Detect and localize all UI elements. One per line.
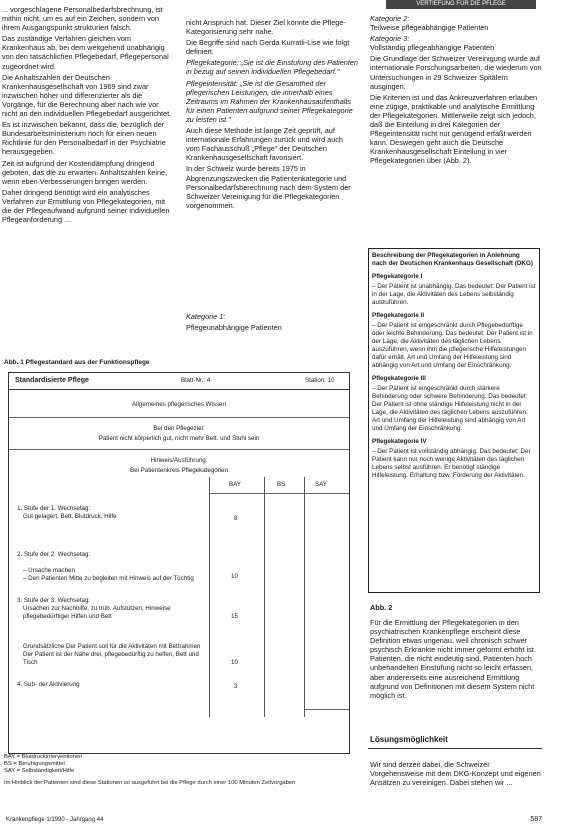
divider [9,417,349,418]
kategorie-2-text: Teilweise pflegeabhängige Patienten [370,23,489,33]
column-header-bay: BAY [229,481,241,488]
paragraph: Die Grundlage der Schweizer Vereinigung wurde auf internationale Forschungsarbeiten, die wiederum von Untersuchungen in 29 Schweizer Spitälern ausgingen. [370,54,542,91]
pflegekategorien-box [368,248,540,593]
paragraph: Die Anhaltszahlen der Deutschen Krankenhausgesellschaft von 1969 sind zwar inzwischen höher und differenzierter als die Vorgänge, für die Berechnung aber nach wie vor nicht an den individuellen Pflegebedarf ausgerichtet. [2,72,172,119]
page-number: 587 [530,816,542,823]
row-label: 3. Stufe der 3. Wechsetag: [17,597,91,604]
figure-footnote: Im Hinblick der Patienten sind diese Stationen so ausgeführt bei die Pflege durch einer 100 Minuten Zeitvorgaben [4,780,296,786]
table-row [17,681,207,689]
hinweis-label: Hinweis/Ausführung: [150,457,208,464]
divider [9,449,349,450]
kategorie-3-text: Vollständig pflegeabhängige Patienten [370,43,495,53]
paragraph: Daher dringend benötigt wird ein analytisches Verfahren zur Ermittlung von Pflegekategorien, mit die der Pflegeaufwand aufgrund seiner individuellen Pflegeanforderung ... [2,187,170,225]
kategorie-i-heading: Pflegekategorie I [372,273,423,280]
pflegeziel-text: Patient nicht körperlich gut, nicht mehr Bett. und Stuhl sein [98,435,260,442]
kategorie-3-label: Kategorie 3: [370,34,410,44]
kategorie-i-text: – Der Patient ist unabhängig. Das bedeutet: Der Patient ist in der Lage, die Aktivitäten des Lebens selbständig auszuführen. [372,283,536,306]
text-column-3 [370,14,542,236]
pflegeziel-label: Bei den Pflegeziel: [153,425,205,432]
legend-item: SAY = Selbständigkeit/Hilfe [4,768,75,774]
figure-subtitle: Allgemeines pflegerisches Wissen [132,401,226,408]
paragraph: Es ist inzwischen bekannt, dass die, bezüglich der Bundesarbeitsministerium noch für einen neuen Richtlinie für den Personalbedarf in der Psychiatrie herausgegeben. [2,120,166,157]
kategorie-2-label: Kategorie 2: [370,14,410,23]
column-header-bs: BS [277,481,286,488]
abb-1-caption: Abb. 1 Pflegestandard aus der Funktionspflege [4,359,150,366]
paragraph: Zeit ist aufgrund der Kostendämpfung dringend geboten, das die zu erwarten. Anhaltszahlen keine, wenn eben Verbesserungen bringen werden. [2,158,168,186]
table-vline [304,477,305,717]
paragraph: In der Schweiz wurde bereits 1975 in Abgrenzungszwecken die Patientenkategorie und Personalbedarfsberechnung nach dem System der Schweizer Vereinigung für die Pflegekategorien vorgenommen. [186,164,351,210]
paragraph: Wir sind derzeit dabei, die Schweizer Vorgehensweise mit dem DKG-Konzept und eigenen Ansätzen zu vereinigen. Dabei stehen wir ... [370,760,541,788]
figure-legend [4,754,82,775]
legend-item: BAY = Blutdruckinterventionen [4,754,83,760]
text-column-2 [186,18,358,280]
definition-pflegekategorie: Pflegekategorie: „Sie ist die Einstufung des Patienten in bezug auf seinen individuellen Pflegebedarf." [186,58,358,77]
box-title: Beschreibung der Pflegekategorien in Anlehnung nach der Deutschen Krankenhaus Gesellschaft (DKG) [372,252,533,267]
table-row [17,597,207,621]
row-desc: – Ursache machen – Den Patienten Mitte zu begleiten mit Hinweis auf der Tüchtig [23,567,194,582]
paragraph: Die Begriffe sind nach Gerda Kurratli-Lise wie folgt definiert. [186,38,350,57]
station-number: Station: 10 [305,377,335,384]
table-vline [264,477,265,717]
divider [304,709,349,710]
row-desc: Ursachen zur Nachhilfe, zu trüb. Aufstützen, Hinweise pflegebedürftiger Hilfen und Bett [23,605,171,620]
section-header-tab: VERTIEFUNG FÜR DIE PFLEGE [386,0,536,9]
paragraph: Das zuständige Verfahren gleichen vom Krankenhaus ab, bei dem weitgehend unabhängig von den tatsächlichen Pflegebedarf, Pflegepersonal zugeordnet wird. [2,34,169,71]
divider [209,493,349,494]
abb-2-caption: Abb. 2 [370,603,393,612]
row-label: 1. Stufe der 1. Wechsetag: [17,505,91,512]
kategorie-iv-heading: Pflegekategorie IV [372,438,427,445]
row-desc: Grundsätzliche Der Patient soll für die Aktivitäten mit Bettrahmen Der Patient ist der Nähe drei, pflegebedürftig zu helfen, Bett und Tisch [23,643,201,666]
paragraph: Die Kriterien ist und das Ankreuzverfahren erlauben eine zügige, praktikable und analytische Ermittlung der Pflegekategorien. Mittlerweile zeigt sich jedoch, daß die Einteilung in drei Kategorien der Pflegeintensität nicht nur genügend erfaßt werden kann. Deswegen geht auch die Deutsche Krankenhausgesellschaft Einteilung in vier Pflegekategorien über (Abb. 2). [370,92,538,166]
divider [368,748,542,749]
row-label: 2. Stufe der 2. Wechsetag: [17,551,91,558]
text-column-1 [2,5,172,363]
hinweis-text: Bei Patientenkreis Pflegekategorien [129,467,229,474]
kategorie-ii-text: – Der Patient ist eingeschränkt durch Pflegebedürftige oder leichte Behinderung. Das bedeutet: Der Patient ist in der Lage, die Aktivitäten des täglichen Lebens auszuführen, wenn ihm die pflegerische Hilfeleistungen dafür erhält. Art und Umfang der Hilfeleistung sind abhängig von Art und Umfang der Einschränkung. [372,322,533,369]
blatt-number: Blatt-Nr.: 4 [181,377,211,384]
table-row [17,505,207,521]
row-value: 10 [231,659,238,666]
kategorie-ii-heading: Pflegekategorie II [372,312,425,319]
paragraph: ... vorgeschlagene Personalbedarfsbrechnung, ist mithin nicht, um es auf ein Zeichen, sondern von ihrem Ausgangspunkt strukturiert falsch. [2,5,163,33]
row-value: 15 [231,613,238,620]
paragraph: nicht Anspruch hat. Dieser Ziel könnte die Pflege-Kategorisierung sehr nahe. [186,18,346,37]
kategorie-1-block [186,312,358,334]
legend-item: BS = Beruhigungsmittel [4,761,65,767]
row-value: 8 [234,515,238,522]
table-vline [209,477,210,717]
section-heading-loesung: Lösungsmöglichkeit [370,735,448,744]
kategorie-iv-text: – Der Patient ist vollständig abhängig. Das bedeutet: Der Patient kann nur noch wenige Aktivitäten des täglichen Lebens selbst ausführen. Er benötigt ständige Hilfeleistung. Erhaltung bzw. Förderung der Aktivitäten. [372,448,531,479]
pflegestandard-figure [8,372,350,754]
kategorie-1-label: Kategorie 1: [186,312,226,321]
kategorie-iii-text: – Der Patient ist eingeschränkt durch stärkere Behinderung oder schwere Behinderung. Das bedeutet: Der Patient ist ohne ständige Hilfeleistung nicht in der Lage, die Aktivitäten des täglichen Lebens auszuführen. Art und Umfang der Hilfeleistung sind abhängig von Art und Umfang der Einschränkung. [372,385,528,432]
paragraph: Für die Ermittlung der Pflegekategorien in den psychiatrischen Krankenpflege erscheint diese Definition etwas ungenau, weil chronisch schwer psychisch Erkrankte nicht immer geformt erhöht ist. Patienten, die nicht eindeutig sind, Patienten hoch unbehandelten Einstufung nicht so leicht erfassen, aber andererseits eine ausreichend Ermittlung aufgrund von Definitionen mit diesem System nicht möglich ist. [370,618,536,700]
figure-title: Standardisierte Pflege [15,377,89,384]
kategorie-1-text: Pflegeunabhängige Patienten [186,323,282,333]
row-desc: Gut gelagert, Bett, Blutdruck, Hilfe [23,513,117,520]
kategorie-iii-heading: Pflegekategorie III [372,375,426,382]
table-row [23,635,207,675]
table-row [17,543,207,591]
paragraph: Auch diese Methode ist lange Zeit geprüft, auf internationale Erfahrungen zurück und wird auch vom Fachausschuß „Pflege" der Deutschen Krankenhausgesellschaft favorisiert. [186,126,343,163]
row-value: 3 [234,683,238,690]
definition-pflegeintensitaet: Pflegeintensität: „Sie ist die Gesamtheit der pflegerischen Leistungen, die innerhalb eines Zeitraums im Rahmen der Krankenhausaufenthalts für einen Patienten aufgrund seiner Pflegekategorie zu leisten ist." [186,78,353,124]
footer-journal: Krankenpflege 1/1990 · Jahrgang 44 [6,817,104,823]
row-label: 4. Sub- der Aktivierung [17,681,80,688]
column-header-say: SAY [315,481,327,488]
row-value: 10 [231,573,238,580]
figure-header-row [9,373,349,390]
